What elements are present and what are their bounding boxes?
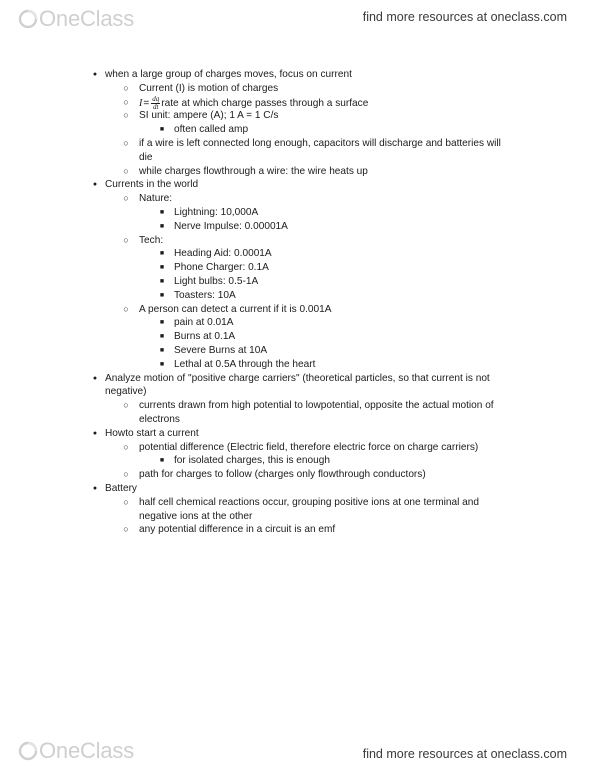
- bullet-icon: ○: [123, 82, 129, 93]
- note-text: for isolated charges, this is enough: [174, 455, 330, 467]
- note-line: [0, 399, 595, 413]
- note-line: [0, 151, 595, 165]
- note-line: [0, 275, 595, 289]
- bullet-icon: ○: [123, 234, 129, 245]
- note-line: [0, 510, 595, 524]
- bullet-icon: ○: [123, 303, 129, 314]
- oneclass-logo-text: OneClass: [39, 6, 134, 31]
- note-text: negative ions at the other: [139, 510, 253, 522]
- bullet-icon: ○: [123, 441, 129, 452]
- oneclass-footer-logo-text: OneClass: [39, 738, 134, 763]
- note-text: A person can detect a current if it is 0.001A: [139, 303, 332, 315]
- note-line: [0, 358, 595, 372]
- note-line: [0, 427, 595, 441]
- bullet-icon: ■: [159, 346, 165, 354]
- bullet-icon: ■: [159, 319, 165, 327]
- formula-fraction: [151, 96, 160, 111]
- note-line: [0, 261, 595, 275]
- note-line: [0, 68, 595, 82]
- note-text: Heading Aid: 0.0001A: [174, 248, 272, 260]
- note-line: [0, 165, 595, 179]
- formula-numerator: dq: [152, 94, 160, 103]
- note-line: [0, 178, 595, 192]
- oneclass-logo-icon: [18, 741, 38, 761]
- note-text: Lightning: 10,000A: [174, 206, 259, 218]
- note-line: [0, 137, 595, 151]
- note-line: [0, 441, 595, 455]
- formula-description: rate at which charge passes through a surface: [161, 97, 369, 109]
- bullet-icon: ■: [159, 291, 165, 299]
- note-text: often called amp: [174, 124, 249, 136]
- bullet-icon: ○: [123, 137, 129, 148]
- note-text: die: [139, 151, 153, 163]
- bullet-icon: ○: [123, 469, 129, 480]
- note-text: Nature:: [139, 193, 173, 205]
- formula-denominator: dt: [153, 102, 159, 111]
- note-text: currents drawn from high potential to lowpotential, opposite the actual motion of: [139, 400, 494, 412]
- note-line: [0, 482, 595, 496]
- note-text: half cell chemical reactions occur, grouping positive ions at one terminal and: [139, 496, 480, 508]
- note-line: [0, 372, 595, 386]
- oneclass-logo-icon: [18, 9, 38, 29]
- note-text: pain at 0.01A: [174, 317, 234, 329]
- note-text: Toasters: 10A: [174, 289, 236, 301]
- note-text: SI unit: ampere (A); 1 A = 1 C/s: [139, 110, 279, 122]
- note-text: Lethal at 0.5A through the heart: [174, 358, 316, 370]
- header-resources-link[interactable]: find more resources at oneclass.com: [362, 10, 567, 24]
- note-line: [0, 454, 595, 468]
- note-line: [0, 220, 595, 234]
- note-text: path for charges to follow (charges only flowthrough conductors): [139, 469, 426, 481]
- bullet-icon: ■: [159, 250, 165, 258]
- oneclass-logo: [18, 6, 134, 32]
- note-line: [0, 344, 595, 358]
- bullet-icon: ■: [159, 333, 165, 341]
- formula-equals: =: [143, 97, 150, 109]
- note-text: Light bulbs: 0.5-1A: [174, 275, 259, 287]
- bullet-icon: ■: [159, 360, 165, 368]
- bullet-icon: ○: [123, 96, 129, 107]
- note-line: [0, 82, 595, 96]
- note-text: Phone Charger: 0.1A: [174, 262, 269, 274]
- note-line: [0, 234, 595, 248]
- note-line: [0, 316, 595, 330]
- note-line: [0, 303, 595, 317]
- note-line: [0, 385, 595, 399]
- bullet-icon: ●: [92, 429, 98, 437]
- bullet-icon: ■: [159, 222, 165, 230]
- bullet-icon: ○: [123, 524, 129, 535]
- note-text: potential difference (Electric field, therefore electric force on charge carriers): [139, 441, 479, 453]
- bullet-icon: ●: [92, 71, 98, 78]
- note-text: Battery: [105, 482, 137, 494]
- note-line: [0, 109, 595, 123]
- bullet-icon: ○: [123, 496, 129, 507]
- bullet-icon: ■: [159, 208, 165, 216]
- note-text: negative): [105, 386, 147, 398]
- formula-variable: I: [139, 97, 143, 109]
- note-text: electrons: [139, 413, 180, 425]
- note-line: [0, 468, 595, 482]
- note-text: Current (I) is motion of charges: [139, 82, 279, 94]
- note-text: Analyze motion of "positive charge carriers" (theoretical particles, so that current is not: [105, 372, 490, 384]
- bullet-icon: ●: [92, 374, 98, 382]
- bullet-icon: ○: [123, 165, 129, 176]
- bullet-icon: ■: [159, 277, 165, 285]
- bullet-icon: ○: [123, 400, 129, 411]
- note-line: [0, 496, 595, 510]
- bullet-icon: ●: [92, 181, 98, 189]
- note-line: [0, 523, 595, 537]
- note-line: [0, 192, 595, 206]
- note-text: Nerve Impulse: 0.00001A: [174, 220, 288, 232]
- oneclass-footer-logo: [18, 738, 134, 764]
- note-line: [0, 123, 595, 137]
- note-text: Burns at 0.1A: [174, 331, 236, 343]
- note-text: while charges flowthrough a wire: the wire heats up: [139, 165, 368, 177]
- note-text: Tech:: [139, 234, 164, 246]
- lecture-notes: [0, 68, 595, 537]
- bullet-icon: ○: [123, 193, 129, 204]
- note-text: Severe Burns at 10A: [174, 344, 268, 356]
- note-line: [0, 413, 595, 427]
- note-text: when a large group of charges moves, focus on current: [105, 69, 352, 80]
- note-line: [0, 289, 595, 303]
- note-text: Howto start a current: [105, 427, 199, 439]
- note-line: [0, 247, 595, 261]
- bullet-icon: ●: [92, 484, 98, 492]
- bullet-icon: ■: [159, 126, 165, 134]
- note-text: Currents in the world: [105, 179, 199, 191]
- bullet-icon: ■: [159, 264, 165, 272]
- note-text: if a wire is left connected long enough, capacitors will discharge and batteries will: [139, 137, 501, 149]
- note-line: [0, 206, 595, 220]
- note-line: [0, 330, 595, 344]
- note-line: [0, 96, 595, 110]
- footer-resources-link[interactable]: find more resources at oneclass.com: [362, 747, 567, 761]
- bullet-icon: ■: [159, 457, 165, 465]
- note-text: any potential difference in a circuit is an emf: [139, 524, 336, 536]
- bullet-icon: ○: [123, 110, 129, 121]
- note-text: [139, 96, 368, 111]
